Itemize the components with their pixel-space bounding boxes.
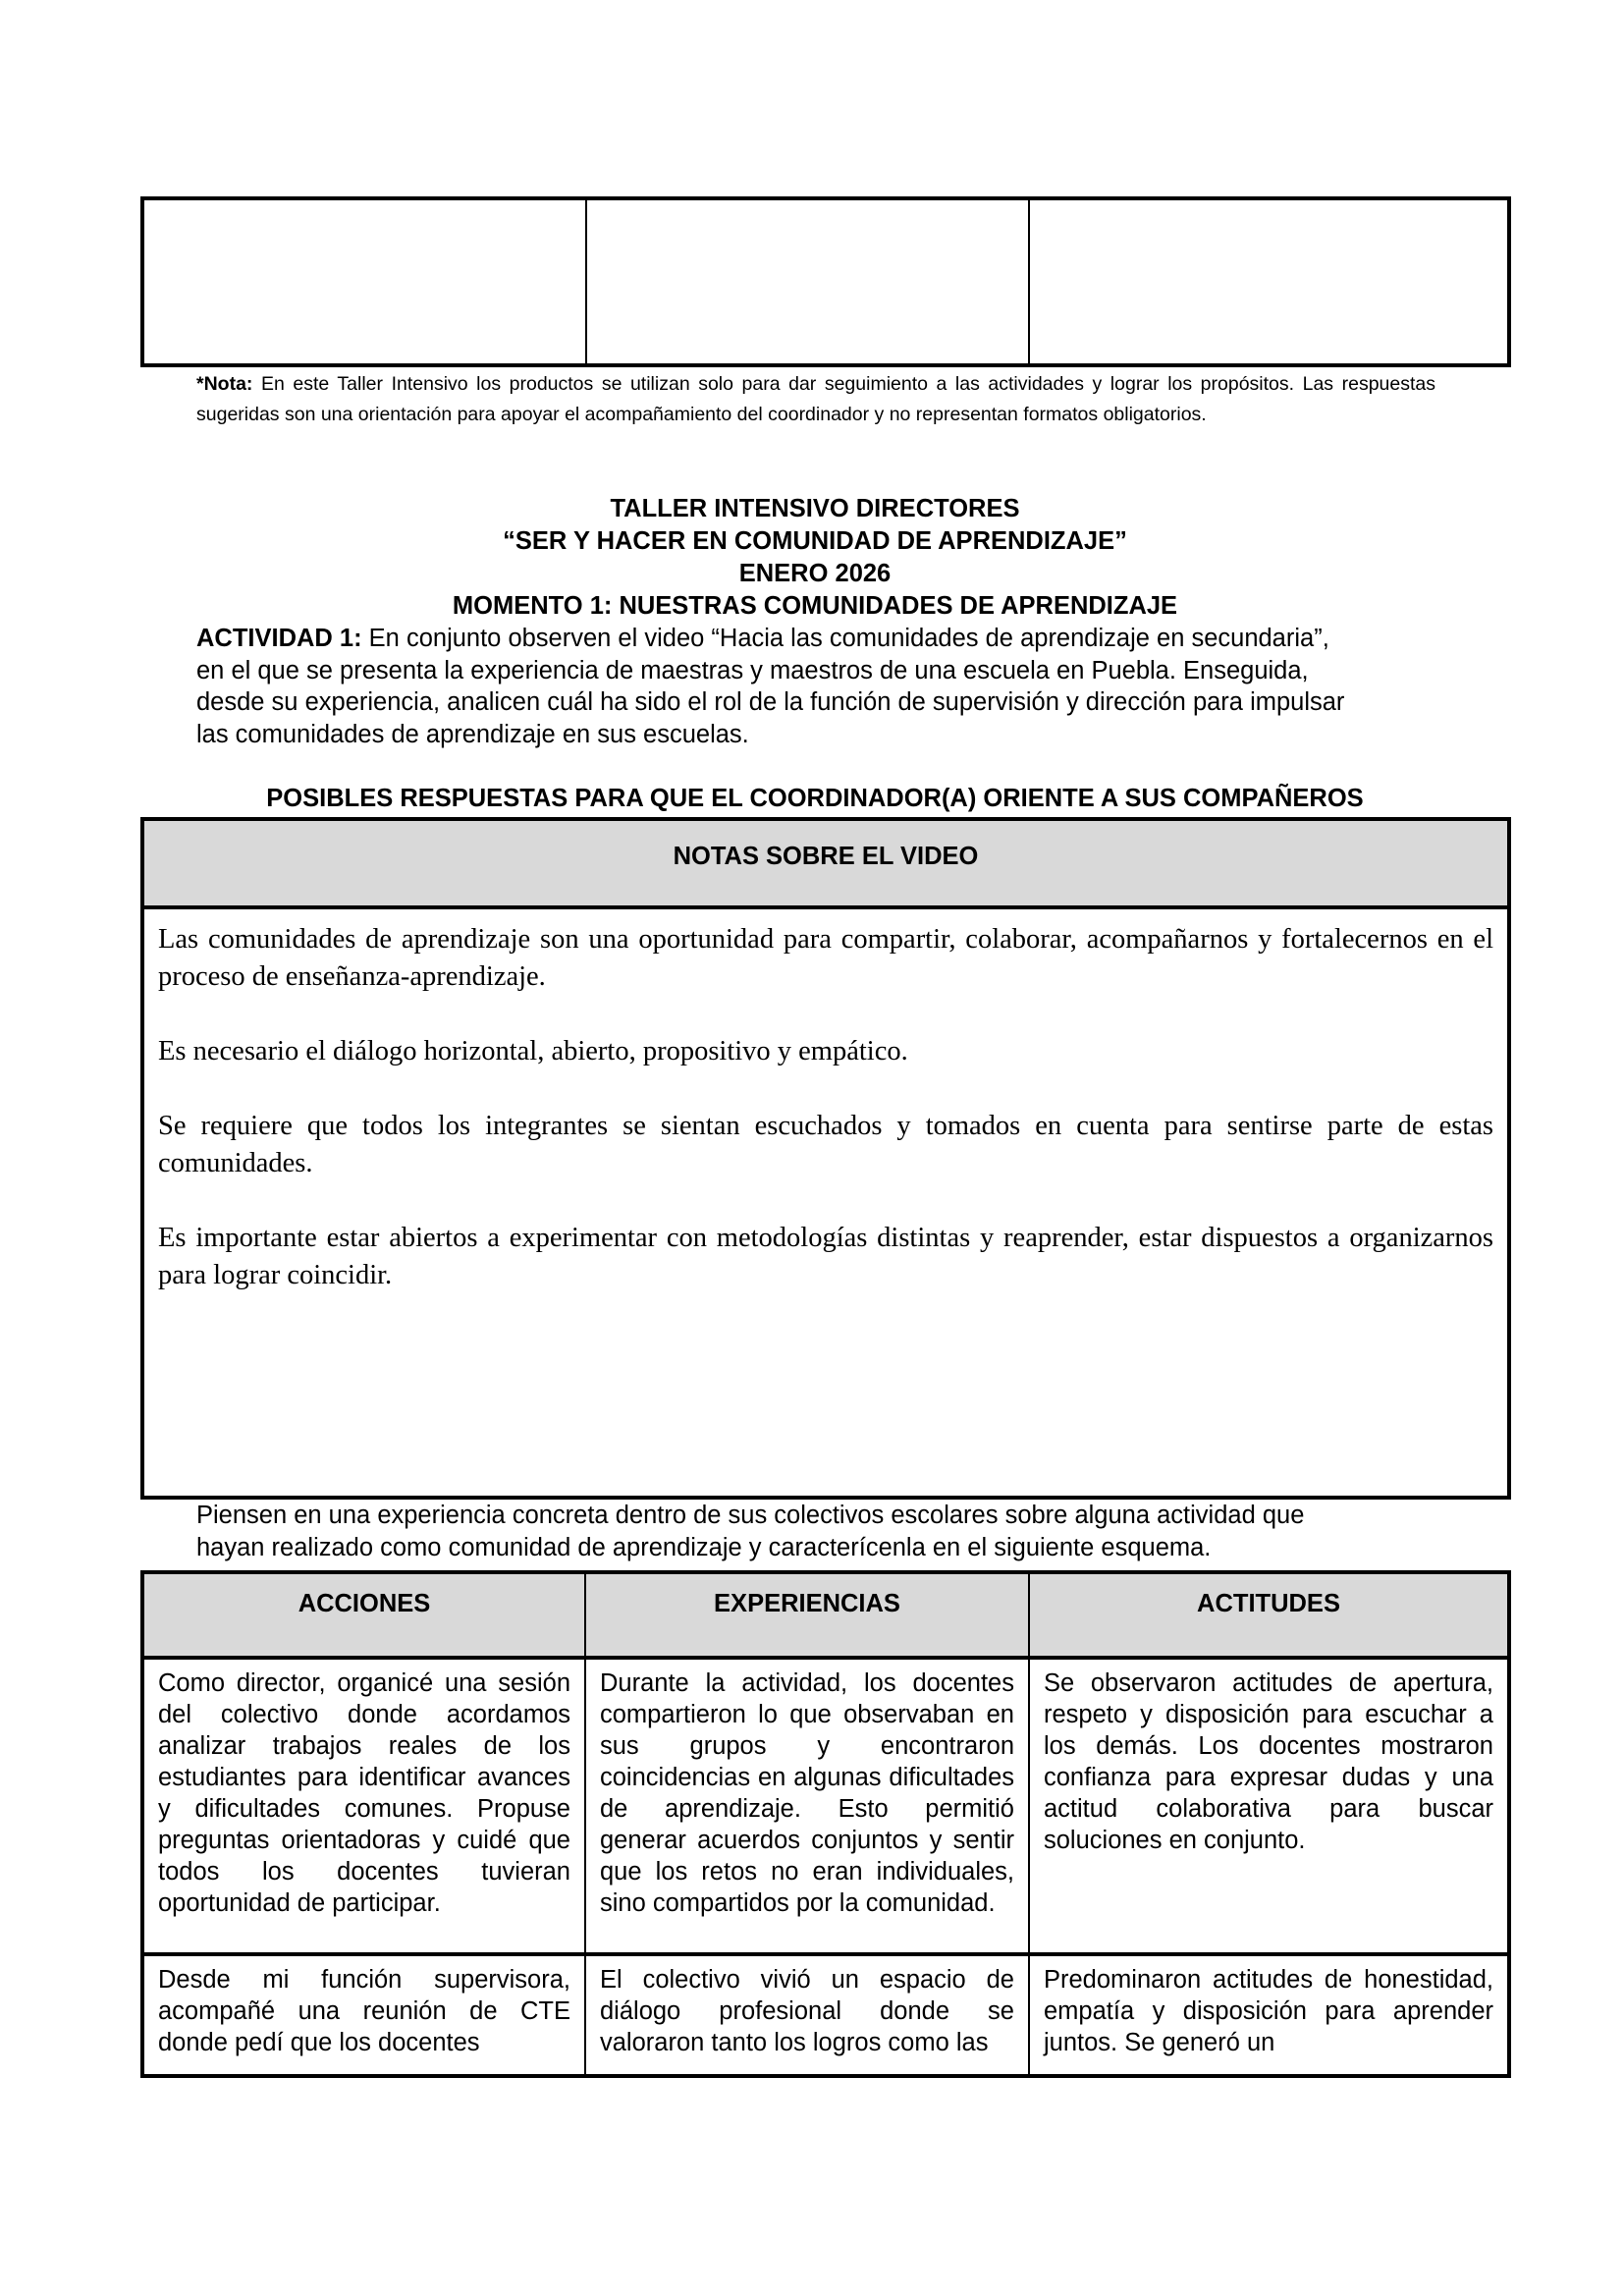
activity-line: en el que se presenta la experiencia de maestras y maestros de una escuela en Puebla. Enseguida, xyxy=(196,656,1309,684)
empty-table-cell xyxy=(144,200,587,363)
cell-actitudes: Se observaron actitudes de apertura, respeto y disposición para escuchar a los demás. Los docentes mostraron confianza para expresar dudas y una actitud colaborativa para buscar soluciones en conjunto. xyxy=(1044,1669,1493,1854)
table-row xyxy=(144,1956,1507,2074)
cell-acciones: Desde mi función supervisora, acompañé una reunión de CTE donde pedí que los docentes xyxy=(144,1956,586,2074)
video-note-paragraph: Es importante estar abiertos a experimentar con metodologías distintas y reaprender, estar dispuestos a organizarnos para lograr coincidir. xyxy=(158,1223,1493,1290)
instruction-line: hayan realizado como comunidad de aprendizaje y caracterícenla en el siguiente esquema. xyxy=(196,1534,1212,1561)
possible-answers-title: POSIBLES RESPUESTAS PARA QUE EL COORDINADOR(A) ORIENTE A SUS COMPAÑEROS xyxy=(266,785,1364,812)
activity-line xyxy=(196,623,1483,655)
video-note-paragraph: Se requiere que todos los integrantes se sientan escuchados y tomados en cuenta para sentirse parte de estas comunidades. xyxy=(158,1111,1493,1178)
header-acciones: ACCIONES xyxy=(144,1574,586,1656)
note-text: En este Taller Intensivo los productos se utilizan solo para dar seguimiento a las actividades y lograr los propósitos. Las respuestas sugeridas son una orientación para apoyar el acompañamiento del coordinador y no representan formatos obligatorios. xyxy=(196,373,1435,425)
activity-line: las comunidades de aprendizaje en sus escuelas. xyxy=(196,720,749,748)
video-notes-box xyxy=(140,817,1511,1500)
activity-line: desde su experiencia, analicen cuál ha sido el rol de la función de supervisión y dirección para impulsar xyxy=(196,688,1345,716)
scheme-instructions xyxy=(196,1500,1483,1564)
note-label: *Nota: xyxy=(196,373,253,395)
header-actitudes: ACTITUDES xyxy=(1197,1590,1340,1617)
header-experiencias: EXPERIENCIAS xyxy=(586,1574,1030,1656)
activity-text: En conjunto observen el video “Hacia las comunidades de aprendizaje en secundaria”, xyxy=(361,625,1329,652)
workshop-subtitle: “SER Y HACER EN COMUNIDAD DE APRENDIZAJE” xyxy=(503,527,1127,555)
empty-products-table xyxy=(140,196,1511,367)
empty-table-cell xyxy=(587,200,1030,363)
activity-label: ACTIVIDAD 1: xyxy=(196,625,362,652)
video-note-paragraph: Es necesario el diálogo horizontal, abierto, propositivo y empático. xyxy=(158,1036,908,1066)
video-notes-body xyxy=(144,909,1507,1294)
cell-acciones: Como director, organicé una sesión del colectivo donde acordamos analizar trabajos reales de los estudiantes para identificar avances y dificultades comunes. Propuse preguntas orientadoras y cuidé que todos los docentes tuvieran oportunidad de participar. xyxy=(144,1660,586,1952)
cell-actitudes: Predominaron actitudes de honestidad, empatía y disposición para aprender juntos. Se generó un xyxy=(1044,1966,1493,2056)
scheme-table xyxy=(140,1570,1511,2078)
workshop-title: TALLER INTENSIVO DIRECTORES xyxy=(610,495,1020,522)
note-paragraph xyxy=(196,369,1435,430)
empty-table-cell xyxy=(1030,200,1507,363)
cell-experiencias: El colectivo vivió un espacio de diálogo profesional donde se valoraron tanto los logros como las xyxy=(586,1956,1030,2074)
scheme-table-header-row xyxy=(144,1574,1507,1660)
moment-title: MOMENTO 1: NUESTRAS COMUNIDADES DE APRENDIZAJE xyxy=(452,592,1178,620)
cell-experiencias: Durante la actividad, los docentes compartieron lo que observaban en sus grupos y encontraron coincidencias en algunas dificultades de aprendizaje. Esto permitió generar acuerdos conjuntos y sentir que los retos no eran individuales, sino compartidos por la comunidad. xyxy=(586,1660,1030,1952)
table-row xyxy=(144,1660,1507,1956)
activity-instructions xyxy=(196,623,1483,750)
video-note-paragraph: Las comunidades de aprendizaje son una oportunidad para compartir, colaborar, acompañarnos y fortalecernos en el proceso de enseñanza-aprendizaje. xyxy=(158,924,1493,992)
video-notes-header: NOTAS SOBRE EL VIDEO xyxy=(144,821,1507,909)
instruction-line: Piensen en una experiencia concreta dentro de sus colectivos escolares sobre alguna actividad que xyxy=(196,1502,1305,1529)
workshop-date: ENERO 2026 xyxy=(738,560,892,587)
